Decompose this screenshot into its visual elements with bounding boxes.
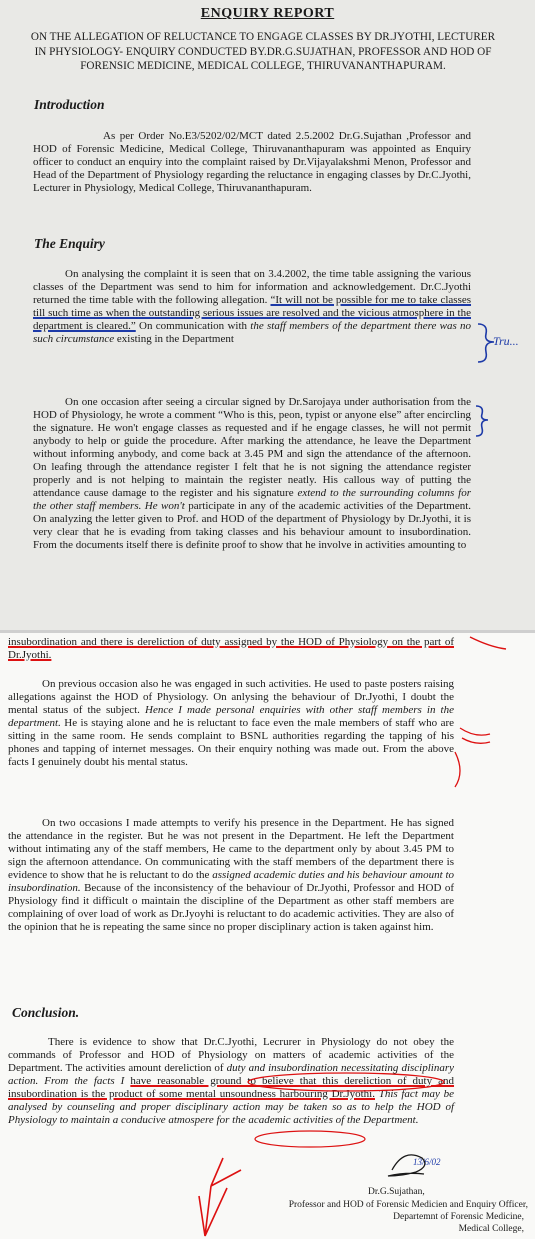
conclusion-paragraph <box>8 1036 454 1127</box>
heading-enquiry: The Enquiry <box>34 236 105 251</box>
signature-designation: Professor and HOD of Forensic Medicien and Enquiry Officer, <box>288 1200 528 1210</box>
enquiry-p3-text-a: On previous occasion also he was engaged in such activities. He used to paste posters raising allegations against the HOD of Physiology. On anlysing the behaviour of Dr.Jyothi, I doubt the mental status of the subject. <box>8 678 454 716</box>
conclusion-text-a: There is evidence to show that Dr.C.Jyothi, Lecrurer in Physiology do not obey the commands of Professor and HOD of Physiology on matters of academic activities of the Department. The activities amount dereliction of <box>8 1036 454 1074</box>
conclusion-text-c: have reasonable ground to believe that this dereliction of duty and insubordination is the product of some mental unsoundness harbouring Dr.Jyothi. <box>8 1075 455 1100</box>
report-subtitle: ON THE ALLEGATION OF RELUCTANCE TO ENGAGE CLASSES BY DR.JYOTHI, LECTURER IN PHYSIOLOGY- ENQUIRY CONDUCTED BY.DR.G.SUJATHAN, PROFESSOR AND HOD OF FORENSIC MEDICINE, MEDICAL COLLEGE, THIRUVANANTHAPURAM. <box>30 31 496 72</box>
enquiry-paragraph-4 <box>8 817 454 934</box>
heading-conclusion: Conclusion. <box>12 1005 80 1020</box>
enquiry-p4-text-b: assigned academic duties and his behaviour amount to insubordination. <box>8 869 454 894</box>
enquiry-p2-insubordination: insubordination and there is dereliction of duty assigned by the HOD of Physiology on the part of Dr.Jyothi. <box>8 636 454 661</box>
margin-note-handwritten: Tru... <box>493 334 519 348</box>
heading-introduction: Introduction <box>34 97 105 112</box>
enquiry-paragraph-3 <box>8 678 454 769</box>
signature-name: Dr.G.Sujathan, <box>368 1187 425 1197</box>
enquiry-p1-quote: “It will not be possible for me to take classes till such time as when the outstanding serious issues are resolved and the vicious atmosphere in the department is cleared.” <box>33 294 472 332</box>
signature-department: Departemnt of Forensic Medicine, <box>393 1212 524 1222</box>
enquiry-paragraph-2 <box>33 396 471 552</box>
signature-date-handwritten: 13/6/02 <box>413 1157 441 1167</box>
enquiry-p1-existing: existing in the Department <box>116 333 234 345</box>
conclusion-text-d: This fact may be analysed by counseling and proper disciplinary action may be taken so as to help the HOD of Physiology to maintain a conducive atmospere for the academic activities of the Department. <box>8 1088 454 1126</box>
enquiry-p4-text-a: On two occasions I made attempts to verify his presence in the Department. He has signed the attendance in the register. But he was not present in the Department. He left the Department without intimating any of the staff members, He came to the department only by about 3.45 PM to sign the afternoon attendance. On communicating with the staff members of the department there is evidence to show that he is reluctant to do the <box>8 817 454 881</box>
scan-seam <box>0 630 535 633</box>
enquiry-paragraph-1 <box>33 268 471 346</box>
enquiry-paragraph-2-cont <box>8 636 454 662</box>
conclusion-text-b: duty and insubordination necessitating disciplinary action. From the facts I <box>8 1062 454 1087</box>
enquiry-p2-text-b: extend to the surrounding columns for the other staff members. He won't <box>33 487 471 512</box>
enquiry-p2-text-c: participate in any of the academic activities of the Department. On analyzing the letter given to Prof. and HOD of the department of Physiology by Dr.Jyothi, it is very clear that he is evading from taking classes and his behaviour amount to insubordination. From the documents itself there is definite proof to show that he involve in activities amounting to <box>33 500 472 551</box>
enquiry-p2-text-a: On one occasion after seeing a circular signed by Dr.Sarojaya under authorisation from the HOD of Physiology, he wrote a comment “Who is this, peon, typist or anyone else” after encircling the signature. He won't engage classes as requested and if he engage classes, he will not permit anybody to help or guide the procedure. After marking the attendance, he leave the Department without informing anybody, and come back at 3.45 PM and sign the attendance of the afternoon. On leafing through the attendance register I felt that he is not signing the attendance register properly and is not helping to maintain the register neatly. His callous way of putting the attendance cause damage to the register and his signature <box>33 396 471 499</box>
introduction-paragraph: As per Order No.E3/5202/02/MCT dated 2.5.2002 Dr.G.Sujathan ,Professor and HOD of Forensic Medicine, Medical College, Thiruvananthapuram was appointed as Enquiry officer to conduct an enquiry into the complaint raised by Dr.Vijayalakshmi Menon, Professor and Head of the Department of Physiology regarding the reluctance in engaging classes by Dr.C.Jyothi, Lecturer in Physiology, Medical College, Thiruvananthapuram. <box>33 130 471 194</box>
report-title: ENQUIRY REPORT <box>200 6 335 21</box>
enquiry-p1-staff: the staff members of the department there was no such circumstance <box>33 320 472 345</box>
enquiry-p3-text-c: He is staying alone and he is reluctant to face even the male members of staff who are sitting in the same room. He sends complaint to BSNL authorities regarding the tapping of his phones and tapping of internet messages. On their enquiry nothing was made out. From the above facts I genuinely doubt his mental status. <box>8 717 455 768</box>
signature-college: Medical College, <box>458 1224 524 1234</box>
enquiry-p1-text: On analysing the complaint it is seen that on 3.4.2002, the time table assigning the various classes of the Department was send to him for information and acknowledgement. Dr.C.Jyothi returned the time table with the following allegation. <box>33 268 471 306</box>
enquiry-p1-comm: On communication with <box>139 320 248 332</box>
enquiry-p4-text-c: Because of the inconsistency of the behaviour of Dr.Jyothi, Professor and HOD of Physiology find it difficult o maintain the discipline of the Department as other staff members are complaining of over load of work as Dr.Jyoyhi is reluctant to do academic activities. They are also of the opinion that he is repeating the same since no proper disciplinary action is taken against him. <box>8 882 454 933</box>
enquiry-p3-text-b: Hence I made personal enquiries with other staff members in the department. <box>8 704 454 729</box>
